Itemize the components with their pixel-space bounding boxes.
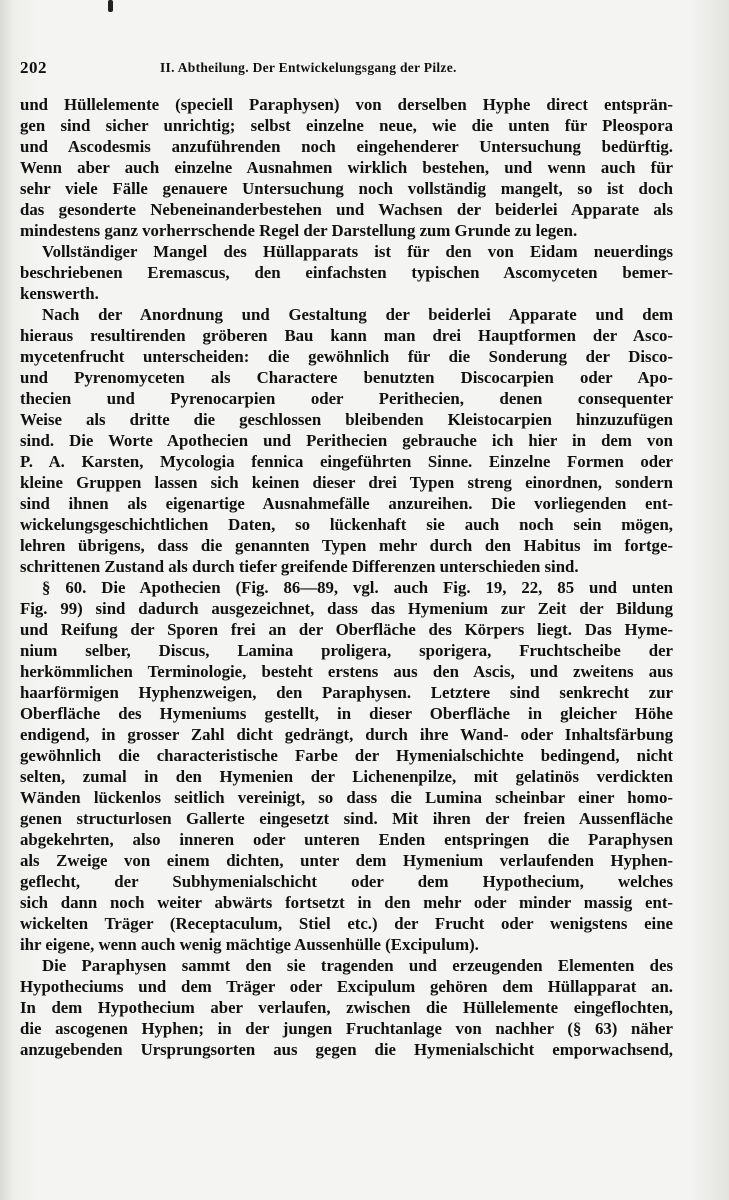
text-line: endigend, in grosser Zahl dicht gedrängt, durch ihre Wand- oder Inhaltsfärbung [20, 725, 673, 744]
text-line: geflecht, der Subhymenialschicht oder dem Hypothecium, welches [20, 872, 673, 891]
text-line: thecien und Pyrenocarpien oder Perithecien, denen consequenter [20, 389, 673, 408]
text-line: beschriebenen Eremascus, den einfachsten typischen Ascomyceten bemer- [20, 263, 673, 282]
text-line: und Ascodesmis anzuführenden noch eingehenderer Untersuchung bedürftig. [20, 137, 673, 156]
text-line: Wänden lückenlos seitlich vereinigt, so dass die Lumina scheinbar einer homo- [20, 788, 673, 807]
body-text [20, 94, 673, 1060]
text-line: selten, zumal in den Hymenien der Lichenenpilze, mit gelatinös verdickten [20, 767, 673, 786]
text-line: Hypotheciums und dem Träger oder Excipulum gehören dem Hüllapparat an. [20, 977, 673, 996]
text-line: sich dann noch weiter abwärts fortsetzt in den mehr oder minder massig ent- [20, 893, 673, 912]
text-line: kleine Gruppen lassen sich keinen dieser drei Typen streng einordnen, sondern [20, 473, 673, 492]
text-line: Vollständiger Mangel des Hüllapparats ist für den von Eidam neuerdings [42, 242, 673, 261]
text-line: gewöhnlich die characteristische Farbe der Hymenialschichte bedingend, nicht [20, 746, 673, 765]
text-line: Die Paraphysen sammt den sie tragenden und erzeugenden Elementen des [42, 956, 673, 975]
text-line: § 60. Die Apothecien (Fig. 86—89, vgl. auch Fig. 19, 22, 85 und unten [42, 578, 673, 597]
text-line: mycetenfrucht unterscheiden: die gewöhnlich für die Sonderung der Disco- [20, 347, 673, 366]
text-line: sehr viele Fälle genauere Untersuchung noch vollständig mangelt, so ist doch [20, 179, 673, 198]
text-line: als Zweige von einem dichten, unter dem Hymenium verlaufenden Hyphen- [20, 851, 673, 870]
text-line: das gesonderte Nebeneinanderbestehen und Wachsen der beiderlei Apparate als [20, 200, 673, 219]
text-line: In dem Hypothecium aber verlaufen, zwischen die Hüllelemente eingeflochten, [20, 998, 673, 1017]
text-line: genen structurlosen Gallerte eingesetzt sind. Mit ihren der freien Aussenfläche [20, 809, 673, 828]
text-line: und Reifung der Sporen frei an der Oberfläche des Körpers liegt. Das Hyme- [20, 620, 673, 639]
text-line: die ascogenen Hyphen; in der jungen Fruchtanlage von nachher (§ 63) näher [20, 1019, 673, 1038]
text-line: Oberfläche des Hymeniums gestellt, in dieser Oberfläche in gleicher Höhe [20, 704, 673, 723]
text-line: herkömmlichen Terminologie, besteht erstens aus den Ascis, und zweitens aus [20, 662, 673, 681]
text-line: Weise als dritte die geschlossen bleibenden Kleistocarpien hinzuzufügen [20, 410, 673, 429]
text-line: ihr eigene, wenn auch wenig mächtige Aussenhülle (Excipulum). [20, 935, 479, 954]
scan-artifact [108, 0, 113, 12]
text-line: P. A. Karsten, Mycologia fennica eingeführten Sinne. Einzelne Formen oder [20, 452, 673, 471]
text-line: nium selber, Discus, Lamina proligera, sporigera, Fruchtscheibe der [20, 641, 673, 660]
text-line: mindestens ganz vorherrschende Regel der Darstellung zum Grunde zu legen. [20, 221, 578, 240]
text-line: wickelten Träger (Receptaculum, Stiel etc.) der Frucht oder wenigstens eine [20, 914, 673, 933]
text-line: wickelungsgeschichtlichen Daten, so lückenhaft sie auch noch sein mögen, [20, 515, 673, 534]
text-line: sind. Die Worte Apothecien und Perithecien gebrauche ich hier in dem von [20, 431, 673, 450]
text-line: und Hüllelemente (speciell Paraphysen) von derselben Hyphe direct entsprän- [20, 95, 673, 114]
text-line: gen sind sicher unrichtig; selbst einzelne neue, wie die unten für Pleospora [20, 116, 673, 135]
text-line: abgekehrten, also inneren oder unteren Enden entspringen die Paraphysen [20, 830, 673, 849]
text-line: hieraus resultirenden gröberen Bau kann man drei Hauptformen der Asco- [20, 326, 673, 345]
text-line: lehren übrigens, dass die genannten Typen mehr durch den Habitus im fortge- [20, 536, 673, 555]
text-line: Nach der Anordnung und Gestaltung der beiderlei Apparate und dem [42, 305, 673, 324]
text-line: Fig. 99) sind dadurch ausgezeichnet, dass das Hymenium zur Zeit der Bildung [20, 599, 673, 618]
running-head: II. Abtheilung. Der Entwickelungsgang der Pilze. [160, 60, 457, 75]
text-line: sind ihnen als eigenartige Ausnahmefälle anzureihen. Die vorliegenden ent- [20, 494, 673, 513]
page-number: 202 [20, 58, 47, 77]
text-line: anzugebenden Ursprungsorten aus gegen die Hymenialschicht emporwachsend, [20, 1040, 673, 1059]
text-line: Wenn aber auch einzelne Ausnahmen wirklich bestehen, und wenn auch für [20, 158, 673, 177]
page-header [20, 58, 689, 78]
text-line: schrittenen Zustand als durch tiefer greifende Differenzen unterschieden sind. [20, 557, 579, 576]
text-line: und Pyrenomyceten als Charactere benutzten Discocarpien oder Apo- [20, 368, 673, 387]
text-line: kenswerth. [20, 284, 99, 303]
text-line: haarförmigen Hyphenzweigen, den Paraphysen. Letztere sind senkrecht zur [20, 683, 673, 702]
